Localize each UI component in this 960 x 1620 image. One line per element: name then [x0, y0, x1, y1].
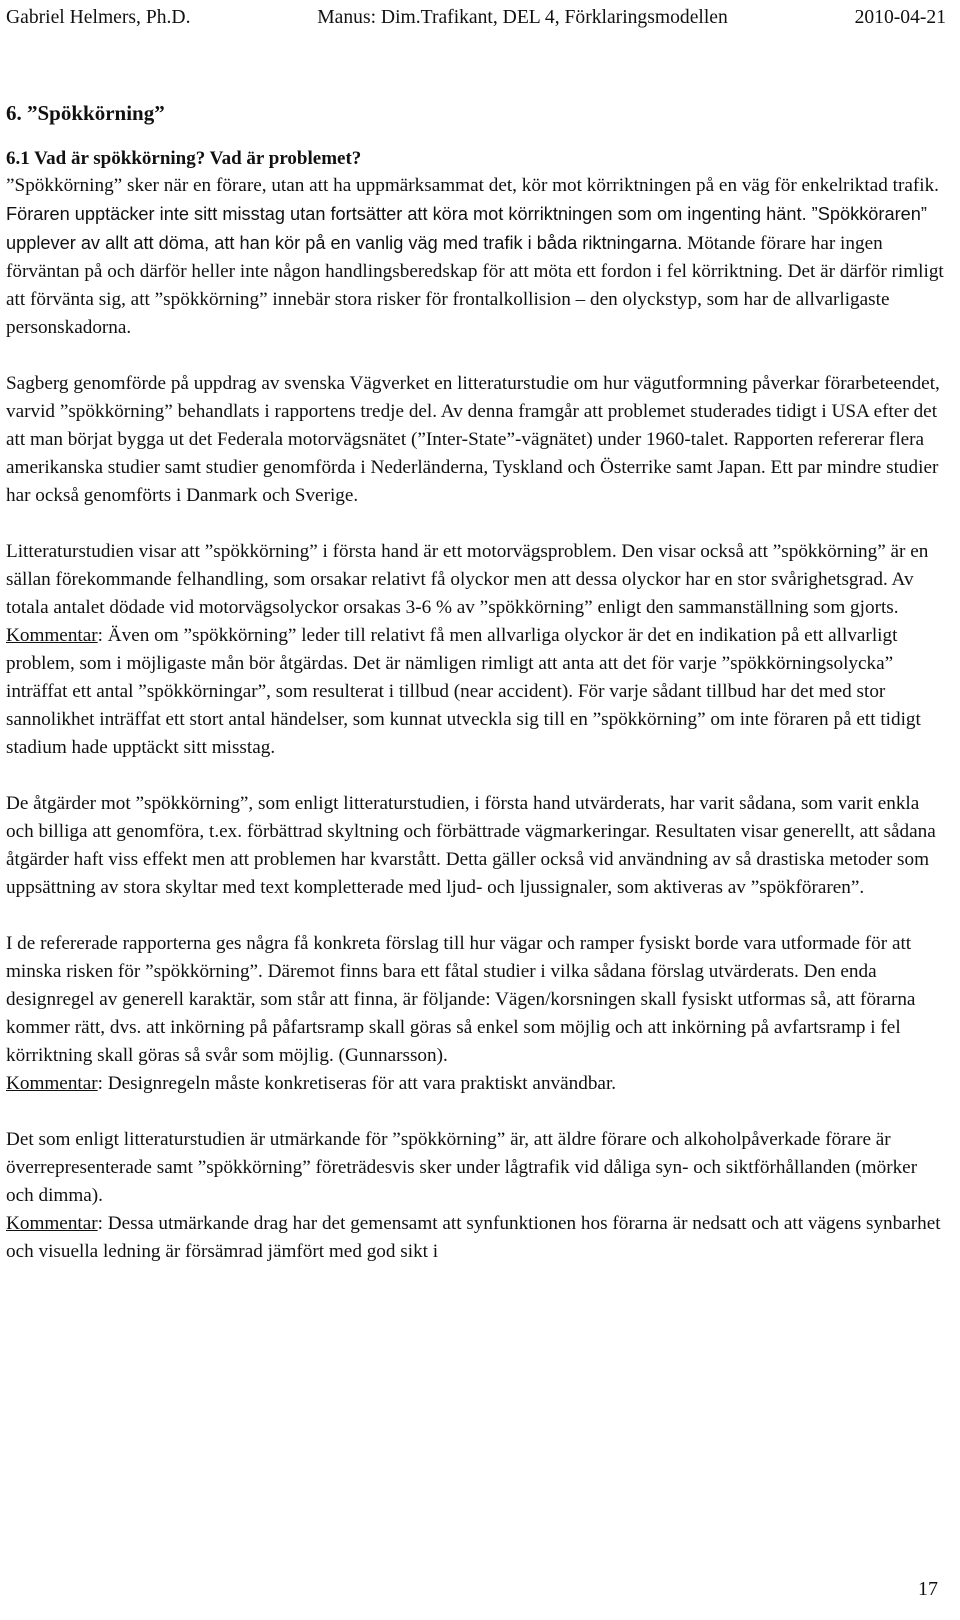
paragraph-6 [6, 1126, 946, 1266]
page-number: 17 [918, 1578, 938, 1600]
paragraph-3-text: Litteraturstudien visar att ”spökkörning” i första hand är ett motorvägsproblem. Den visar också att ”spökkörning” är en sällan förekommande felhandling, som orsakar relativt få olyckor men att dessa olyckor har en stor svårighetsgrad. Av totala antalet dödade vid motorvägsolyckor orsakas 3-6 % av ”spökkörning” enligt den sammanställning som gjorts. [6, 541, 929, 618]
subsection-title: 6.1 Vad är spökkörning? Vad är problemet? [6, 148, 362, 169]
paragraph-1-sentence-1: ”Spökkörning” sker när en förare, utan att ha uppmärksammat det, kör mot körriktningen på en väg för enkelriktad trafik. [6, 175, 939, 196]
section-title: 6. ”Spökkörning” [6, 101, 165, 125]
paragraph-1-sentence-2: Föraren upptäcker inte sitt misstag utan fortsätter att köra mot körriktningen som om ingenting hänt. ”Spökköraren” upplever av allt att döma, att han kör på en vanlig väg med trafik i båda riktningarna. [6, 204, 927, 253]
paragraph-1 [6, 172, 946, 342]
paragraph-6-text: Det som enligt litteraturstudien är utmärkande för ”spökkörning” är, att äldre förare och alkoholpåverkade förare är överrepresenterade samt ”spökkörning” företrädesvis sker under lågtrafik vid dåliga syn- och siktförhållanden (mörker och dimma). [6, 1129, 918, 1206]
header-author: Gabriel Helmers, Ph.D. [6, 7, 191, 28]
paragraph-2: Sagberg genomförde på uppdrag av svenska Vägverket en litteraturstudie om hur vägutformning påverkar förarbeteendet, varvid ”spökkörning” behandlats i rapportens tredje del. Av denna framgår att problemet studerades tidigt i USA efter det att man börjat bygga ut det Federala motorvägsnätet (”Inter-State”-vägnätet) under 1960-talet. Rapporten refererar flera amerikanska studier samt studier genomförda i Nederländerna, Tyskland och Österrike samt Japan. Ett par mindre studier har också genomförts i Danmark och Sverige. [6, 373, 940, 506]
header-date: 2010-04-21 [854, 7, 946, 28]
comment-label: Kommentar [6, 1213, 98, 1234]
paragraph-3 [6, 538, 946, 762]
comment-label: Kommentar [6, 625, 98, 646]
comment-text: : Dessa utmärkande drag har det gemensamt att synfunktionen hos förarna är nedsatt och att vägens synbarhet och visuella ledning är försämrad jämfört med god sikt i [6, 1213, 941, 1262]
comment-text: : Även om ”spökkörning” leder till relativt få men allvarliga olyckor är det en indikation på ett allvarligt problem, som i möjligaste mån bör åtgärdas. Det är nämligen rimligt att anta att det för varje ”spökkörningsolycka” inträffat ett antal ”spökkörningar”, som resulterat i tillbud (near accident). För varje sådant tillbud har det med stor sannolikhet inträffat ett stort antal händelser, som kunnat utveckla sig till en ”spökkörning” om inte föraren på ett tidigt stadium hade upptäckt sitt misstag. [6, 625, 921, 758]
paragraph-4: De åtgärder mot ”spökkörning”, som enligt litteraturstudien, i första hand utvärderats, har varit sådana, som varit enkla och billiga att genomföra, t.ex. förbättrad skyltning och förbättrade vägmarkeringar. Resultaten visar generellt, att sådana åtgärder haft viss effekt men att problemen har kvarstått. Detta gäller också vid användning av så drastiska metoder som uppsättning av stora skyltar med text kompletterade med ljud- och ljussignaler, som aktiveras av ”spökföraren”. [6, 793, 936, 898]
paragraph-1-sentence-3: Mötande förare har ingen förväntan på och därför heller inte någon handlingsberedskap för att möta ett fordon i fel körriktning. [6, 233, 883, 282]
paragraph-5-text: I de refererade rapporterna ges några få konkreta förslag till hur vägar och ramper fysiskt borde vara utformade för att minska risken för ”spökkörning”. Däremot finns bara ett fåtal studier i vilka sådana förslag utvärderats. Den enda designregel av generell karaktär, som står att finna, är följande: Vägen/korsningen skall fysiskt utformas så, att förarna kommer rätt, dvs. att inkörning på påfartsramp skall göras så enkel som möjlig och att inkörning på avfartsramp i fel körriktning skall göras så svår som möjlig. (Gunnarsson). [6, 933, 916, 1066]
paragraph-1-sentence-4: Det är därför rimligt att förvänta sig, att ”spökkörning” innebär stora risker för frontalkollision – den olyckstyp, som har de allvarligaste personskadorna. [6, 261, 944, 338]
header-manuscript: Manus: Dim.Trafikant, DEL 4, Förklaringsmodellen [317, 7, 728, 28]
comment-label: Kommentar [6, 1073, 98, 1094]
paragraph-5 [6, 930, 946, 1098]
page-header [6, 4, 946, 32]
comment-text: : Designregeln måste konkretiseras för att vara praktiskt användbar. [97, 1073, 617, 1094]
document-body [6, 98, 946, 1294]
